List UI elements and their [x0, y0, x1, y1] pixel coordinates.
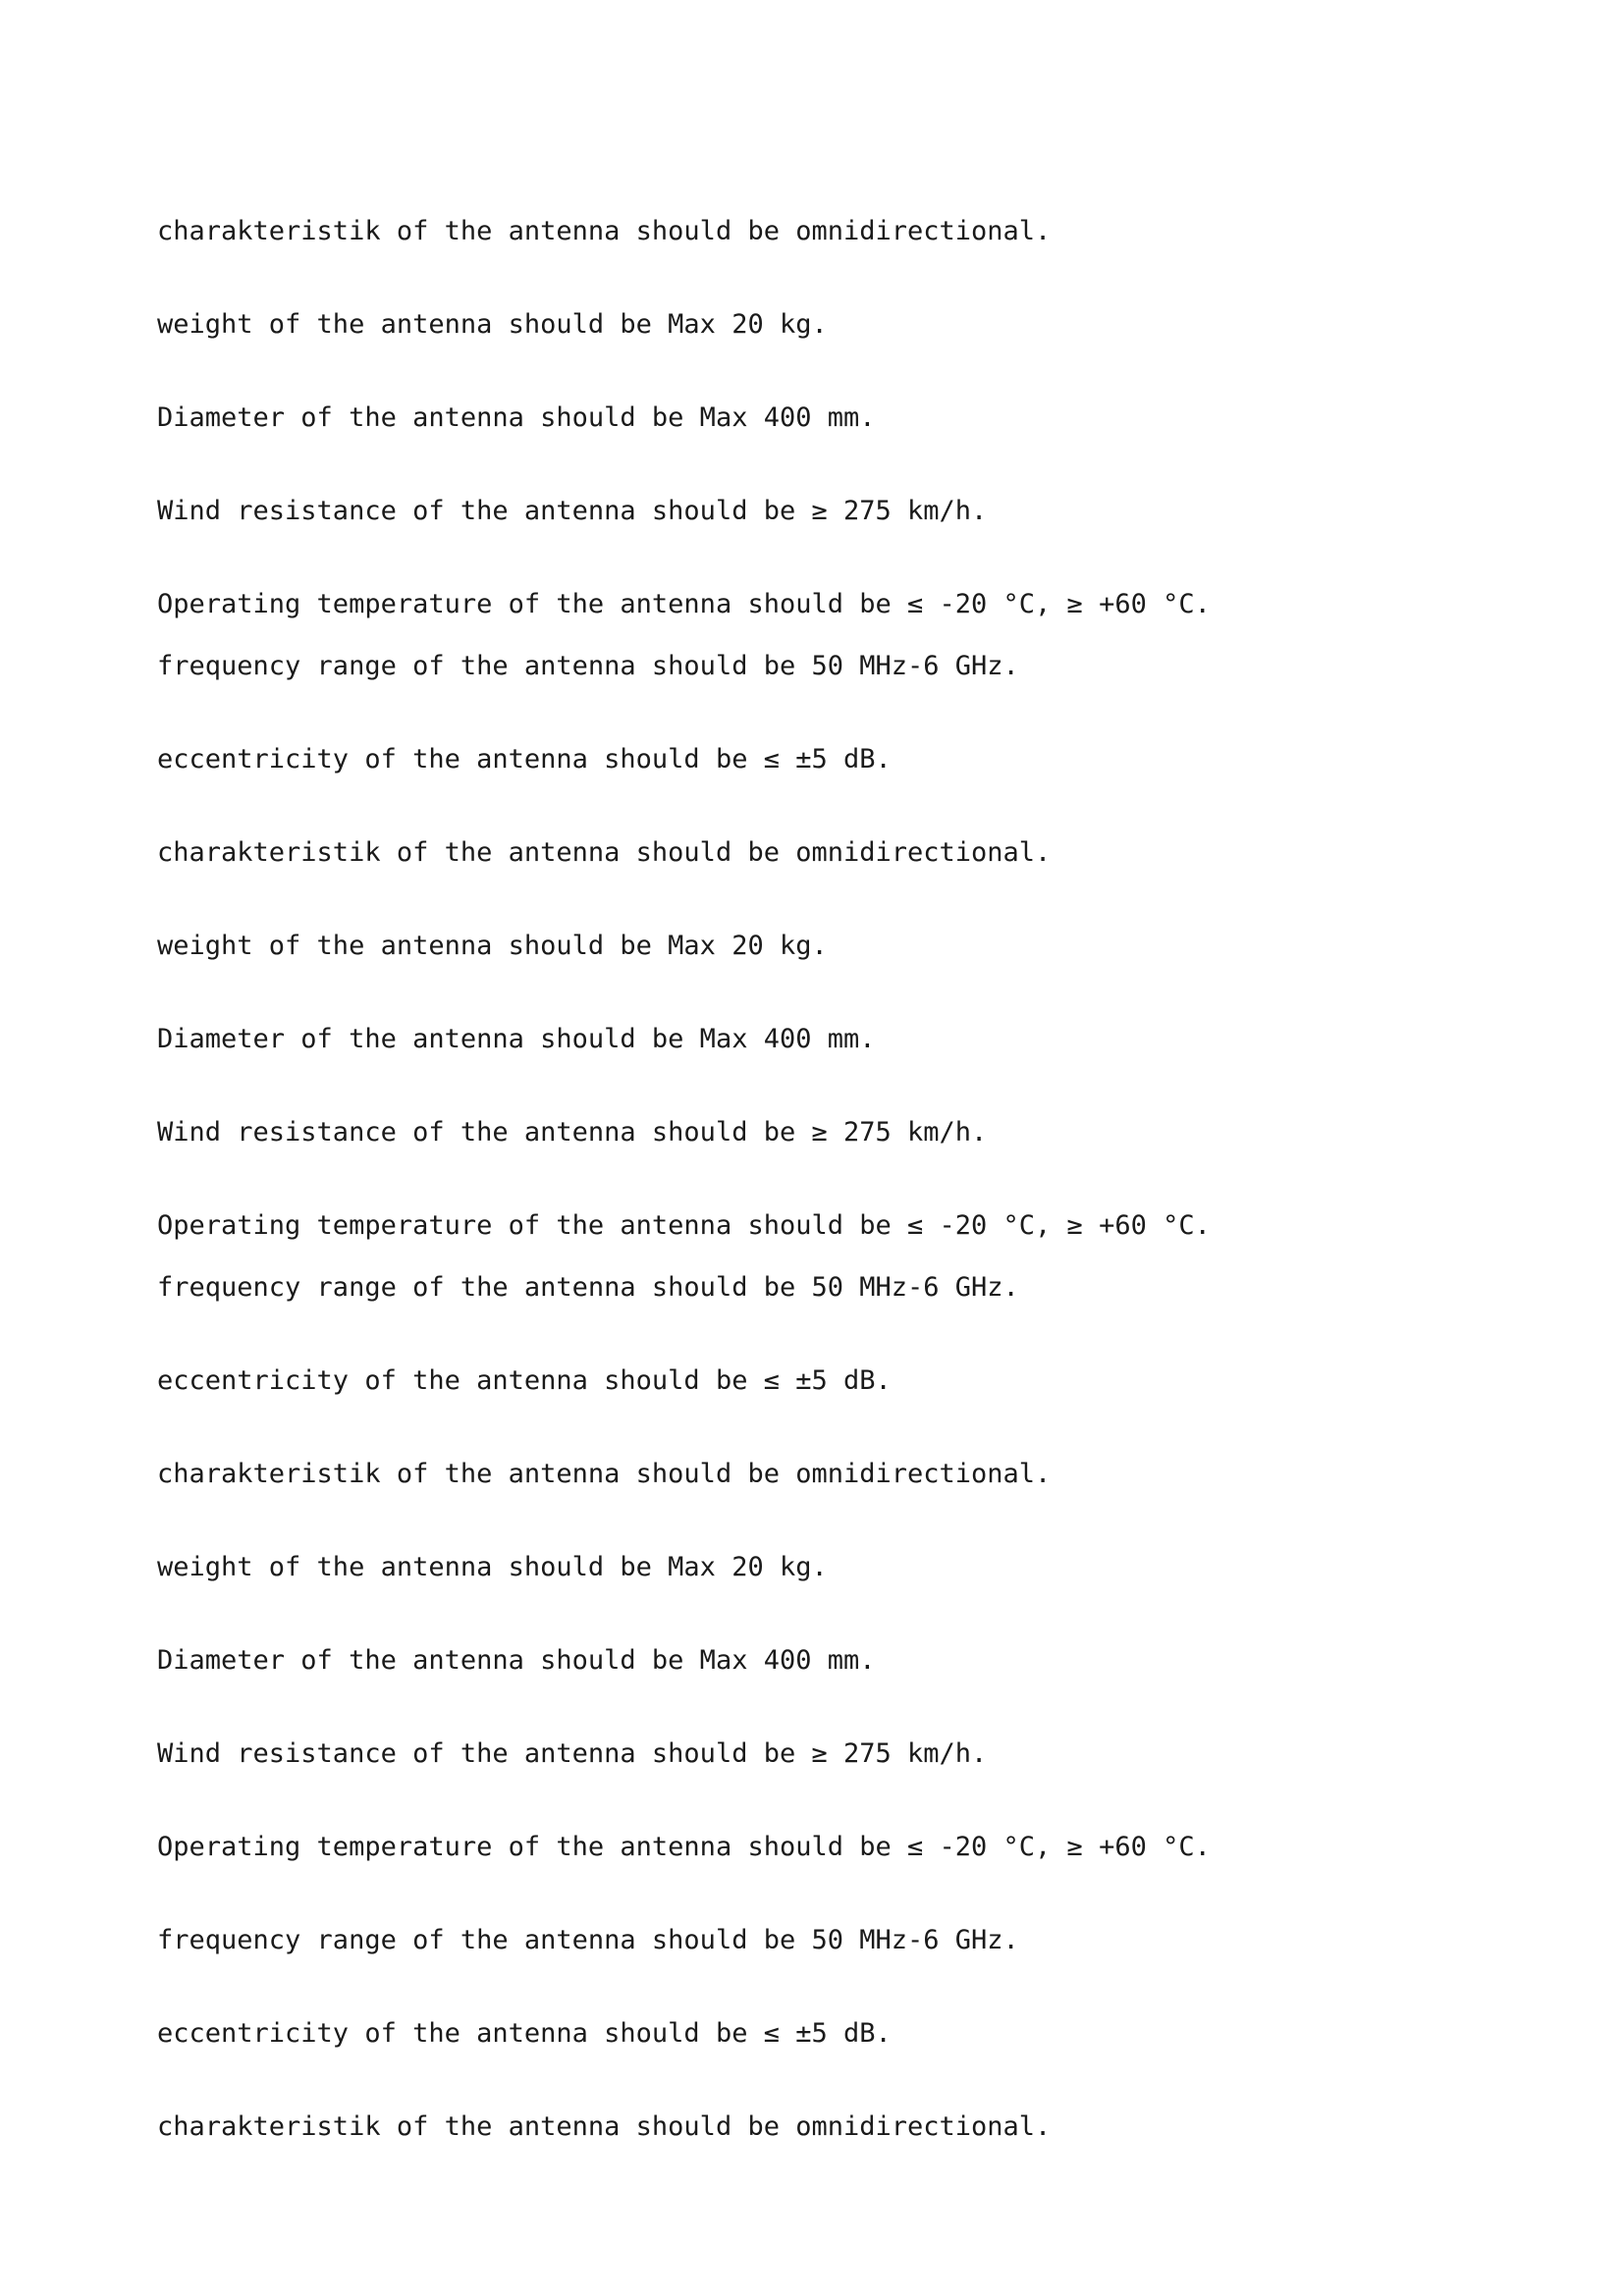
text-line: Operating temperature of the antenna should be ≤ -20 °C, ≥ +60 °C.: [157, 1210, 1211, 1241]
paragraph: [157, 200, 1565, 262]
text-line: eccentricity of the antenna should be ≤ ±5 dB.: [157, 744, 892, 774]
text-line: Wind resistance of the antenna should be ≥ 275 km/h.: [157, 1117, 988, 1148]
paragraph: [157, 387, 1565, 449]
paragraph: [157, 573, 1565, 697]
paragraph: [157, 1536, 1565, 1598]
paragraph: [157, 1008, 1565, 1070]
text-line: weight of the antenna should be Max 20 kg.: [157, 1552, 828, 1582]
text-line: charakteristik of the antenna should be omnidirectional.: [157, 1459, 1052, 1489]
text-line: charakteristik of the antenna should be omnidirectional.: [157, 216, 1052, 246]
paragraph: [157, 728, 1565, 790]
paragraph: [157, 1195, 1565, 1318]
paragraph: [157, 1101, 1565, 1163]
text-line: Diameter of the antenna should be Max 400 mm.: [157, 1645, 876, 1676]
text-line: Wind resistance of the antenna should be ≥ 275 km/h.: [157, 496, 988, 526]
text-line: charakteristik of the antenna should be omnidirectional.: [157, 2111, 1052, 2142]
paragraph: [157, 1909, 1565, 1971]
text-line: Operating temperature of the antenna should be ≤ -20 °C, ≥ +60 °C.: [157, 1832, 1211, 1862]
text-line: frequency range of the antenna should be 50 MHz-6 GHz.: [157, 651, 1019, 681]
paragraph: [157, 1816, 1565, 1878]
paragraph: [157, 294, 1565, 355]
paragraph: [157, 915, 1565, 977]
text-line: weight of the antenna should be Max 20 kg.: [157, 931, 828, 961]
text-line: eccentricity of the antenna should be ≤ ±5 dB.: [157, 2018, 892, 2049]
text-line: weight of the antenna should be Max 20 kg.: [157, 309, 828, 340]
paragraph: [157, 822, 1565, 883]
text-line: Operating temperature of the antenna should be ≤ -20 °C, ≥ +60 °C.: [157, 589, 1211, 619]
paragraph: [157, 1443, 1565, 1505]
text-line: Diameter of the antenna should be Max 400 mm.: [157, 402, 876, 433]
text-line: eccentricity of the antenna should be ≤ ±5 dB.: [157, 1365, 892, 1396]
paragraph: [157, 1629, 1565, 1691]
text-line: charakteristik of the antenna should be omnidirectional.: [157, 837, 1052, 868]
text-line: frequency range of the antenna should be 50 MHz-6 GHz.: [157, 1925, 1019, 1955]
paragraph: [157, 1723, 1565, 1785]
text-line: Diameter of the antenna should be Max 400 mm.: [157, 1024, 876, 1054]
text-line: frequency range of the antenna should be 50 MHz-6 GHz.: [157, 1272, 1019, 1303]
paragraph: [157, 1350, 1565, 1412]
paragraph: [157, 480, 1565, 542]
paragraph: [157, 2096, 1565, 2158]
text-line: Wind resistance of the antenna should be ≥ 275 km/h.: [157, 1738, 988, 1769]
paragraph: [157, 2002, 1565, 2064]
